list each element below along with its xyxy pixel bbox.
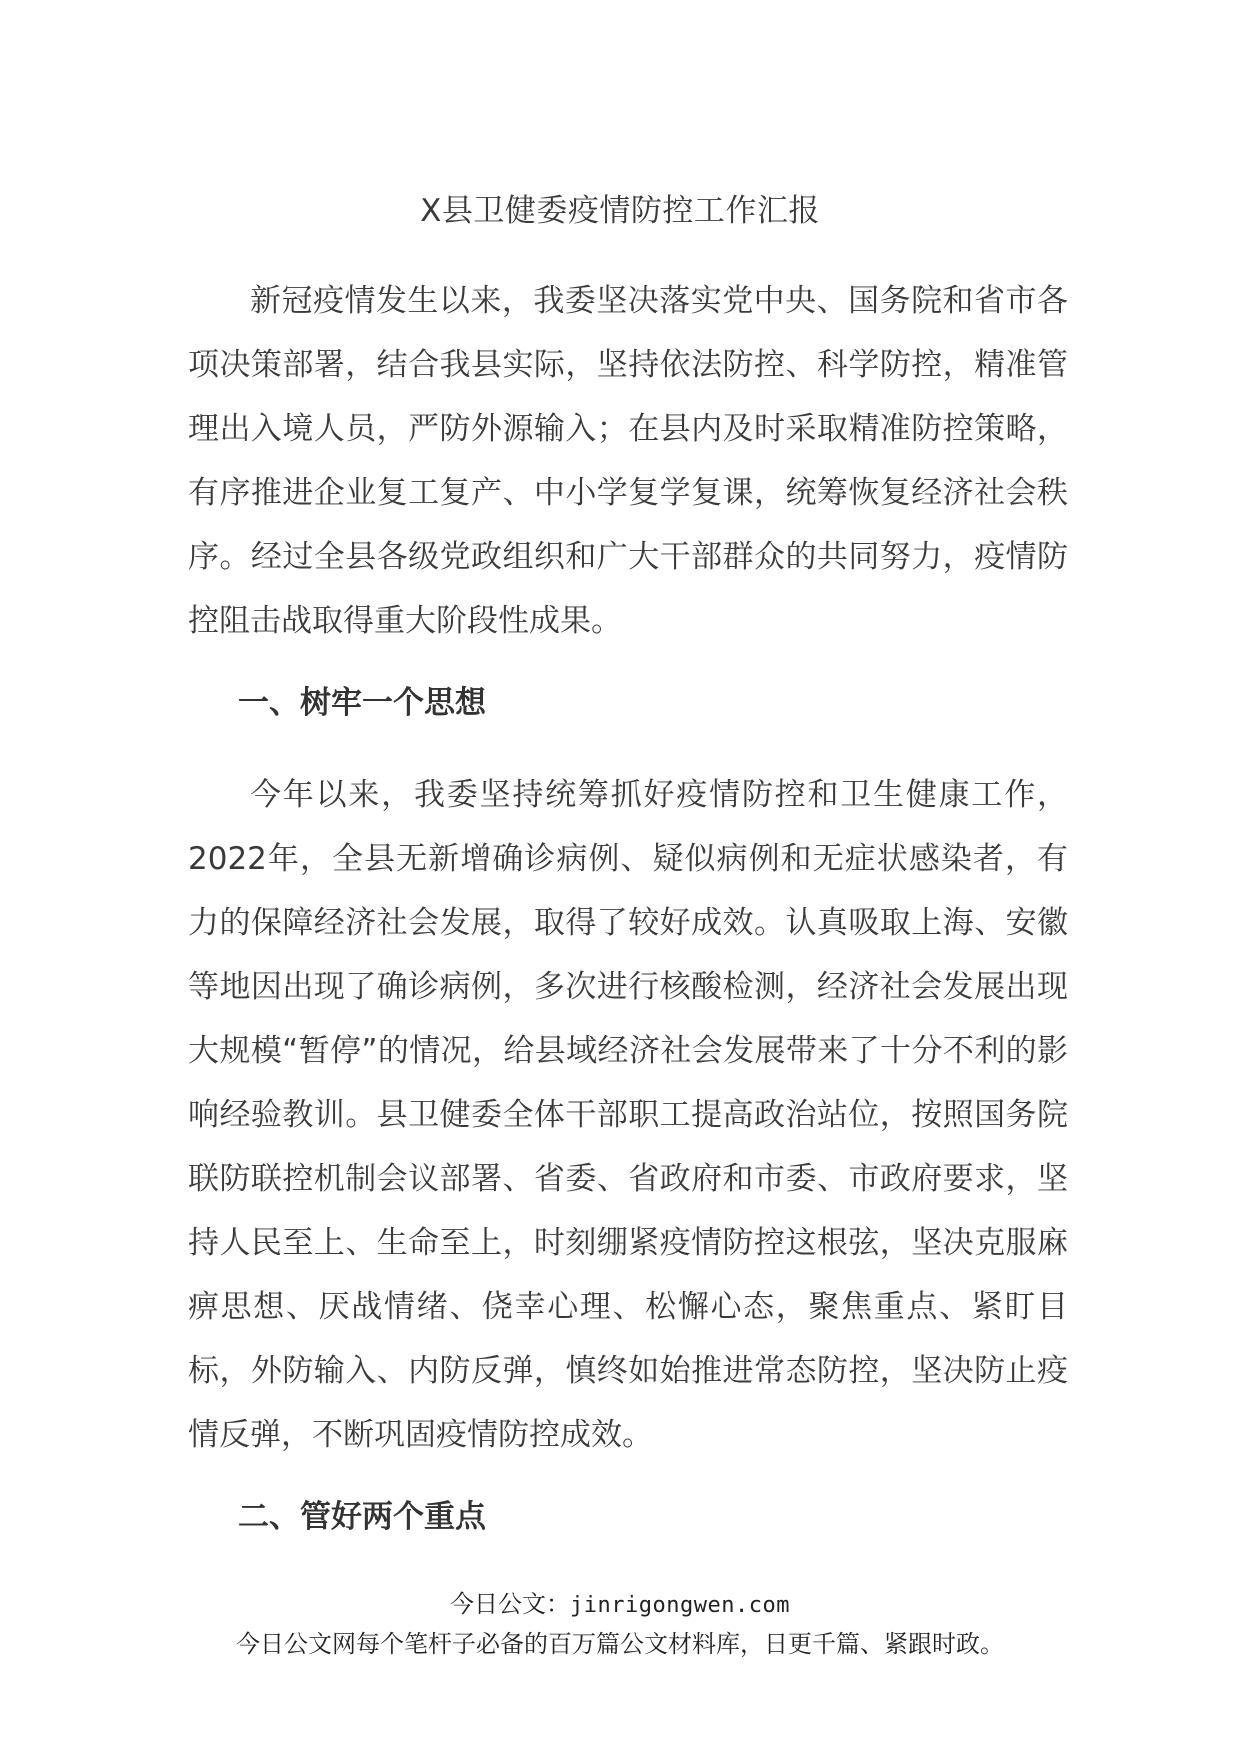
footer-slogan: 今日公文网每个笔杆子必备的百万篇公文材料库，日更千篇、紧跟时政。 — [236, 1630, 1004, 1658]
footer-site — [0, 1587, 1240, 1623]
footer-url-link[interactable]: jinrigongwen.com — [570, 1593, 790, 1618]
document-title: X县卫健委疫情防控工作汇报 — [420, 193, 820, 229]
footer-label: 今日公文： — [450, 1590, 571, 1618]
intro-section — [188, 269, 1068, 653]
intro-paragraph: 新冠疫情发生以来，我委坚决落实党中央、国务院和省市各项决策部署，结合我县实际，坚持依法防控、科学防控，精准管理出入境人员，严防外源输入；在县内及时采取精准防控策略，有序推进企业复工复产、中小学复学复课，统筹恢复经济社会秩序。经过全县各级党政组织和广大干部群众的共同努力，疫情防控阻击战取得重大阶段性成果。 — [188, 283, 1068, 639]
section-1-body — [188, 763, 1068, 1467]
section-heading-2: 二、管好两个重点 — [238, 1499, 486, 1535]
section-1-paragraph: 今年以来，我委坚持统筹抓好疫情防控和卫生健康工作，2022年，全县无新增确诊病例、疑似病例和无症状感染者，有力的保障经济社会发展，取得了较好成效。认真吸取上海、安徽等地因出现了确诊病例，多次进行核酸检测，经济社会发展出现大规模“暂停”的情况，给县域经济社会发展带来了十分不利的影响经验教训。县卫健委全体干部职工提高政治站位，按照国务院联防联控机制会议部署、省委、省政府和市委、市政府要求，坚持人民至上、生命至上，时刻绷紧疫情防控这根弦，坚决克服麻痹思想、厌战情绪、侥幸心理、松懈心态，聚焦重点、紧盯目标，外防输入、内防反弹，慎终如始推进常态防控，坚决防止疫情反弹，不断巩固疫情防控成效。 — [188, 777, 1068, 1453]
section-heading-1: 一、树牢一个思想 — [238, 685, 486, 721]
